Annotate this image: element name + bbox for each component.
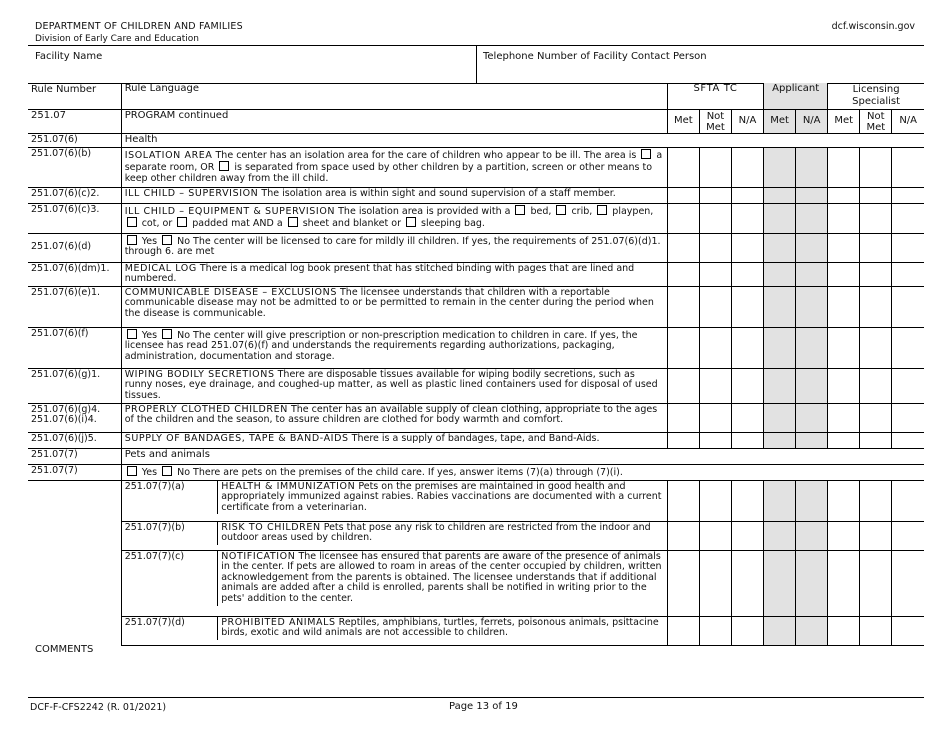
sfta-na-cell[interactable] [731,616,763,645]
sfta-not-met-cell[interactable] [699,550,731,616]
agency-header [35,21,243,45]
rule-language: NOTIFICATION The licensee has ensured that parents are aware of the presence of animals in the center. If pets are allowed to roam in areas of the center occupied by children, written acknowledgement from the parents is obtained. The licensee understands that if additional animals are added after a child is enrolled, parents shall be notified in writing prior to the pets' addition to the center. [218,551,667,606]
rule-row [28,448,924,464]
rule-title: ISOLATION AREA [124,149,213,161]
no-checkbox[interactable] [162,466,172,476]
rule-row [28,134,924,148]
licensing-na-cell[interactable] [892,203,924,233]
sub-rule-row [28,550,924,616]
sfta-na-cell[interactable] [731,327,763,368]
sfta-na-cell[interactable] [731,432,763,448]
sfta-not-met-cell[interactable] [699,203,731,233]
licensing-not-met-cell[interactable] [860,432,892,448]
licensing-na-cell[interactable] [892,233,924,262]
sfta-met-cell[interactable] [667,147,699,187]
rule-row [28,147,924,187]
no-checkbox[interactable] [162,329,172,339]
licensing-not-met-cell[interactable] [860,187,892,203]
padded-mat-checkbox[interactable] [177,217,187,227]
facility-info-row [28,45,924,84]
rule-row [28,327,924,368]
applicant-met-cell[interactable] [764,286,796,327]
rule-number: 251.07(6) [28,134,121,148]
licensing-not-met-cell[interactable] [860,327,892,368]
applicant-na-header: N/A [796,110,828,134]
sub-rule-row [28,616,924,645]
licensing-met-cell[interactable] [828,368,860,403]
licensing-na-cell[interactable] [892,187,924,203]
col-header-rule-number: Rule Number [28,83,121,110]
sfta-not-met-cell[interactable] [699,327,731,368]
licensing-na-cell[interactable] [892,616,924,645]
licensing-met-cell[interactable] [828,147,860,187]
licensing-not-met-header: Not Met [860,110,892,134]
applicant-na-cell[interactable] [796,262,828,286]
sfta-not-met-cell[interactable] [699,233,731,262]
indent-cell [28,616,121,645]
website-label: dcf.wisconsin.gov [831,21,915,32]
licensing-na-header: N/A [892,110,924,134]
licensing-met-cell[interactable] [828,480,860,521]
rule-row [28,432,924,448]
rule-number: 251.07(6)(g)1. [28,368,121,403]
licensing-not-met-cell[interactable] [860,233,892,262]
sfta-met-cell[interactable] [667,233,699,262]
facility-name-field[interactable]: Facility Name [35,51,103,62]
sfta-not-met-cell[interactable] [699,262,731,286]
applicant-na-cell[interactable] [796,432,828,448]
rule-language: ISOLATION AREA The center has an isolation area for the care of children who appear to be ill. The area is a separate room, OR is separated from space used by other children by a partition, screen or other means to keep other children away from the ill child. [121,147,667,187]
sfta-not-met-cell[interactable] [699,432,731,448]
applicant-na-cell[interactable] [796,521,828,550]
indent-cell [28,521,121,550]
licensing-not-met-cell[interactable] [860,368,892,403]
sfta-not-met-cell[interactable] [699,521,731,550]
rule-row [28,233,924,262]
applicant-met-cell[interactable] [764,233,796,262]
department-name: DEPARTMENT OF CHILDREN AND FAMILIES [35,21,243,32]
sfta-not-met-cell[interactable] [699,480,731,521]
sub-rule-row [28,521,924,550]
rule-language: Yes No The center will be licensed to care for mildly ill children. If yes, the requirements of 251.07(6)(d)1. through 6. are met [121,233,667,262]
applicant-met-cell[interactable] [764,368,796,403]
yes-checkbox[interactable] [127,235,137,245]
col-header-licensing: Licensing Specialist [828,83,924,110]
rule-title: ILL CHILD – SUPERVISION [124,187,259,199]
sfta-na-cell[interactable] [731,480,763,521]
sfta-na-cell[interactable] [731,403,763,432]
sfta-not-met-cell[interactable] [699,368,731,403]
rule-number: 251.07(7) [28,464,121,480]
comments-field[interactable]: COMMENTS [35,644,94,655]
applicant-na-cell[interactable] [796,203,828,233]
licensing-not-met-cell[interactable] [860,403,892,432]
sfta-na-cell[interactable] [731,203,763,233]
sfta-na-cell[interactable] [731,187,763,203]
sfta-met-cell[interactable] [667,550,699,616]
footer-divider [28,697,924,698]
rule-title: WIPING BODILY SECRETIONS [124,368,275,380]
applicant-na-cell[interactable] [796,403,828,432]
applicant-met-cell[interactable] [764,480,796,521]
rule-number: 251.07(6)(e)1. [28,286,121,327]
rules-checklist-table [28,83,924,646]
licensing-na-cell[interactable] [892,286,924,327]
sub-rule-row [28,480,924,521]
licensing-not-met-cell[interactable] [860,616,892,645]
rule-title: ILL CHILD – EQUIPMENT & SUPERVISION [124,205,336,217]
indent-cell [28,480,121,521]
licensing-met-cell[interactable] [828,233,860,262]
rule-language: MEDICAL LOG There is a medical log book present that has stitched binding with pages that are lined and numbered. [121,262,667,286]
sub-rule-language [121,616,667,645]
rule-number: 251.07(6)(j)5. [28,432,121,448]
licensing-not-met-cell[interactable] [860,480,892,521]
sfta-met-cell[interactable] [667,262,699,286]
rule-row [28,464,924,480]
rule-number [28,403,121,432]
sfta-met-cell[interactable] [667,368,699,403]
licensing-met-cell[interactable] [828,616,860,645]
licensing-na-cell[interactable] [892,327,924,368]
sfta-met-cell[interactable] [667,327,699,368]
licensing-na-cell[interactable] [892,480,924,521]
separate-room-checkbox[interactable] [641,149,651,159]
licensing-met-cell[interactable] [828,203,860,233]
rule-title: COMMUNICABLE DISEASE – EXCLUSIONS [124,286,337,298]
rule-language: HEALTH & IMMUNIZATION Pets on the premises are maintained in good health and appropriately immunized against rabies. Rabies vaccinations are documented with a current certificate from a veterinarian. [218,481,667,515]
rule-row [28,368,924,403]
rule-number: 251.07(7)(a) [124,480,185,492]
rule-title: SUPPLY OF BANDAGES, TAPE & BAND-AIDS [124,432,349,444]
form-id: DCF-F-CFS2242 (R. 01/2021) [30,702,167,713]
facility-phone-field[interactable]: Telephone Number of Facility Contact Person [483,51,707,62]
rule-language: ILL CHILD – SUPERVISION The isolation area is within sight and sound supervision of a staff member. [121,187,667,203]
sfta-met-cell[interactable] [667,616,699,645]
rule-language: ILL CHILD – EQUIPMENT & SUPERVISION The isolation area is provided with a bed, crib, playpen, cot, or padded mat AND a sheet and blanket or sleeping bag. [121,203,667,233]
applicant-na-cell[interactable] [796,187,828,203]
rule-number: 251.07(7)(d) [124,616,185,628]
sub-rule-language [121,550,667,616]
sfta-na-cell[interactable] [731,286,763,327]
applicant-met-cell[interactable] [764,147,796,187]
col-header-applicant: Applicant [764,83,828,110]
licensing-met-cell[interactable] [828,286,860,327]
applicant-na-cell[interactable] [796,480,828,521]
rule-language: COMMUNICABLE DISEASE – EXCLUSIONS The licensee understands that children with a reportable communicable disease may not be admitted to or be permitted to remain in the center during the period when the disease is communicable. [121,286,667,327]
applicant-met-cell[interactable] [764,203,796,233]
applicant-met-cell[interactable] [764,327,796,368]
sfta-na-cell[interactable] [731,368,763,403]
rule-row [28,203,924,233]
bed-checkbox[interactable] [515,205,525,215]
applicant-na-cell[interactable] [796,327,828,368]
rule-number-b: 251.07(6)(i)4. [31,414,97,426]
sfta-met-cell[interactable] [667,203,699,233]
licensing-met-header: Met [828,110,860,134]
rule-row [28,286,924,327]
sfta-met-cell[interactable] [667,286,699,327]
sfta-not-met-cell[interactable] [699,147,731,187]
licensing-na-cell[interactable] [892,521,924,550]
table-header-row [28,83,924,110]
rule-language: PROHIBITED ANIMALS Reptiles, amphibians, turtles, ferrets, poisonous animals, psittacine birds, exotic and wild animals are not accessible to children. [218,617,667,640]
rule-number: 251.07(6)(d) [28,233,121,262]
no-checkbox[interactable] [162,235,172,245]
applicant-met-cell[interactable] [764,521,796,550]
sub-rule-language [121,480,667,521]
playpen-checkbox[interactable] [597,205,607,215]
licensing-met-cell[interactable] [828,403,860,432]
page-number: Page 13 of 19 [449,701,518,712]
licensing-not-met-cell[interactable] [860,262,892,286]
section-title: PROGRAM continued [121,110,667,134]
licensing-not-met-cell[interactable] [860,521,892,550]
licensing-na-cell[interactable] [892,432,924,448]
licensing-not-met-cell[interactable] [860,550,892,616]
applicant-na-cell[interactable] [796,233,828,262]
partition-checkbox[interactable] [219,161,229,171]
applicant-na-cell[interactable] [796,616,828,645]
rule-title: PROPERLY CLOTHED CHILDREN [124,403,288,415]
rule-language: PROPERLY CLOTHED CHILDREN The center has an available supply of clean clothing, appropriate to the ages of the children and the season, to assure children are clothed for body warmth and comfort. [121,403,667,432]
sleeping-bag-checkbox[interactable] [406,217,416,227]
division-name: Division of Early Care and Education [35,34,199,44]
licensing-met-cell[interactable] [828,432,860,448]
applicant-na-cell[interactable] [796,550,828,616]
rule-number: 251.07(7) [28,448,121,464]
rule-title: HEALTH & IMMUNIZATION [221,480,356,492]
licensing-na-cell[interactable] [892,550,924,616]
applicant-met-cell[interactable] [764,187,796,203]
rule-title: MEDICAL LOG [124,262,197,274]
licensing-not-met-cell[interactable] [860,286,892,327]
cot-checkbox[interactable] [127,217,137,227]
indent-cell [28,550,121,616]
rule-language: Yes No There are pets on the premises of the child care. If yes, answer items (7)(a) through (7)(i). [121,464,924,480]
rule-number: 251.07(7)(b) [124,521,185,533]
rule-language: WIPING BODILY SECRETIONS There are disposable tissues available for wiping bodily secretions, such as runny noses, eye drainage, and coughed-up matter, as well as plastic lined containers used for disposal of used tissues. [121,368,667,403]
sfta-not-met-cell[interactable] [699,187,731,203]
licensing-met-cell[interactable] [828,262,860,286]
rule-title: NOTIFICATION [221,550,296,562]
licensing-na-cell[interactable] [892,147,924,187]
rule-language: SUPPLY OF BANDAGES, TAPE & BAND-AIDS There is a supply of bandages, tape, and Band-Aids. [121,432,667,448]
field-divider [476,46,477,83]
licensing-met-cell[interactable] [828,550,860,616]
rule-row [28,187,924,203]
rule-heading: Pets and animals [121,448,924,464]
licensing-met-cell[interactable] [828,187,860,203]
rule-number: 251.07(6)(c)3. [28,203,121,233]
sfta-na-cell[interactable] [731,262,763,286]
col-header-sfta: SFTA TC [667,83,763,110]
rule-row [28,262,924,286]
yes-checkbox[interactable] [127,329,137,339]
rule-language: RISK TO CHILDREN Pets that pose any risk to children are restricted from the indoor and outdoor areas used by children. [218,522,667,545]
section-rule-number: 251.07 [28,110,121,134]
yes-checkbox[interactable] [127,466,137,476]
rule-title: PROHIBITED ANIMALS [221,616,336,628]
applicant-met-cell[interactable] [764,262,796,286]
licensing-met-cell[interactable] [828,327,860,368]
sfta-not-met-cell[interactable] [699,286,731,327]
applicant-met-cell[interactable] [764,550,796,616]
applicant-met-header: Met [764,110,796,134]
rule-number: 251.07(6)(c)2. [28,187,121,203]
sfta-met-cell[interactable] [667,187,699,203]
sfta-met-cell[interactable] [667,432,699,448]
sfta-not-met-cell[interactable] [699,403,731,432]
rule-heading: Health [121,134,924,148]
applicant-na-cell[interactable] [796,286,828,327]
rule-language: Yes No The center will give prescription or non-prescription medication to children in care. If yes, the licensee has read 251.07(6)(f) and understands the requirements regarding authorizations, packaging, administration, documentation and storage. [121,327,667,368]
sfta-na-cell[interactable] [731,233,763,262]
licensing-not-met-cell[interactable] [860,203,892,233]
sfta-na-cell[interactable] [731,147,763,187]
applicant-met-cell[interactable] [764,403,796,432]
applicant-met-cell[interactable] [764,616,796,645]
sub-rule-language [121,521,667,550]
applicant-met-cell[interactable] [764,432,796,448]
sfta-na-cell[interactable] [731,521,763,550]
sheet-blanket-checkbox[interactable] [288,217,298,227]
rule-number-a: 251.07(6)(g)4. [31,403,101,415]
licensing-na-cell[interactable] [892,368,924,403]
sfta-met-header: Met [667,110,699,134]
licensing-na-cell[interactable] [892,262,924,286]
rule-number: 251.07(6)(f) [28,327,121,368]
section-header-row [28,110,924,134]
rule-number: 251.07(6)(b) [28,147,121,187]
sfta-met-cell[interactable] [667,403,699,432]
sfta-na-header: N/A [731,110,763,134]
rule-number: 251.07(7)(c) [124,550,185,562]
sfta-not-met-cell[interactable] [699,616,731,645]
licensing-na-cell[interactable] [892,403,924,432]
rule-number: 251.07(6)(dm)1. [28,262,121,286]
sfta-met-cell[interactable] [667,521,699,550]
sfta-na-cell[interactable] [731,550,763,616]
applicant-na-cell[interactable] [796,147,828,187]
applicant-na-cell[interactable] [796,368,828,403]
crib-checkbox[interactable] [556,205,566,215]
licensing-not-met-cell[interactable] [860,147,892,187]
col-header-rule-language: Rule Language [121,83,667,110]
sfta-met-cell[interactable] [667,480,699,521]
licensing-met-cell[interactable] [828,521,860,550]
rule-row [28,403,924,432]
rule-title: RISK TO CHILDREN [221,521,321,533]
sfta-not-met-header: Not Met [699,110,731,134]
